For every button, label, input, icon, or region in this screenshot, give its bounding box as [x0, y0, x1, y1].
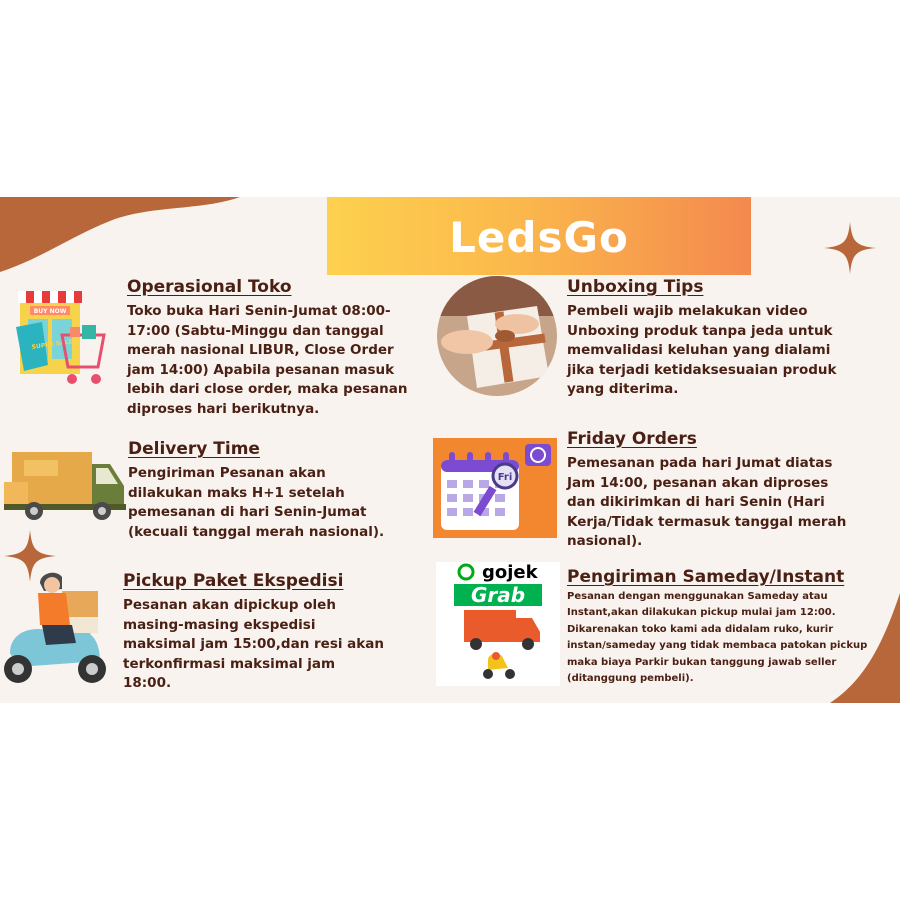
- section-body: Pengiriman Pesanan akan dilakukan maks H+1 setelah pemesanan di hari Senin-Jumat (kecuali tanggal merah nasional).: [128, 465, 385, 540]
- gojek-logo-text: gojek: [482, 562, 538, 583]
- section-title: Operasional Toko: [127, 277, 292, 297]
- shopping-cart-shop-icon: [12, 287, 112, 392]
- section-title: Delivery Time: [128, 439, 260, 459]
- section-friday: [567, 429, 867, 552]
- info-banner: [0, 197, 900, 703]
- section-pickup: [123, 571, 423, 694]
- sale-tag-text: SUPER SALE: [31, 338, 74, 351]
- section-operasional: [127, 277, 417, 420]
- section-title: Friday Orders: [567, 429, 697, 449]
- section-title: Unboxing Tips: [567, 277, 704, 297]
- section-body: Pembeli wajib melakukan video Unboxing produk tanpa jeda untuk memvalidasi keluhan yang dialami jika terjadi ketidaksesuaian produk yang diterima.: [567, 303, 837, 398]
- store-sign-text: BUY NOW: [33, 308, 67, 315]
- section-delivery: [128, 439, 418, 542]
- section-sameday: [567, 567, 900, 687]
- calendar-day-label: Fri: [497, 472, 513, 483]
- section-body: Pesanan dengan menggunakan Sameday atau Instant,akan dilakukan pickup mulai jam 12:00. Dikarenakan toko kami ada didalam ruko, kurir instan/sameday yang tidak membaca patokan pickup maka biaya Parkir bukan tanggung jawab seller (ditanggung pembeli).: [567, 591, 868, 685]
- section-body: Toko buka Hari Senin-Jumat 08:00-17:00 (Sabtu-Minggu dan tanggal merah nasional LIBUR, Close Order jam 14:00) Apabila pesanan masuk lebih dari close order, maka pesanan diproses hari berikutnya.: [127, 303, 408, 417]
- grab-logo-text: Grab: [470, 583, 526, 607]
- brand-title-box: [327, 197, 751, 275]
- corner-blob-top-left: [0, 197, 240, 272]
- brand-title: LedsGo: [449, 213, 629, 262]
- instant-couriers-icon: [436, 562, 560, 686]
- delivery-truck-icon: [4, 452, 126, 522]
- section-body: Pesanan akan dipickup oleh masing-masing ekspedisi maksimal jam 15:00,dan resi akan terkonfirmasi maksimal jam 18:00.: [123, 597, 384, 692]
- scooter-courier-icon: [0, 563, 115, 687]
- section-title: Pengiriman Sameday/Instant: [567, 567, 845, 587]
- calendar-friday-icon: [433, 438, 557, 538]
- section-title: Pickup Paket Ekspedisi: [123, 571, 344, 591]
- gift-box-unboxing-icon: [437, 276, 557, 396]
- section-unboxing: [567, 277, 867, 400]
- sparkle-icon: [824, 222, 876, 274]
- section-body: Pemesanan pada hari Jumat diatas Jam 14:00, pesanan akan diproses dan dikirimkan di hari Senin (Hari Kerja/Tidak termasuk tanggal merah nasional).: [567, 455, 847, 550]
